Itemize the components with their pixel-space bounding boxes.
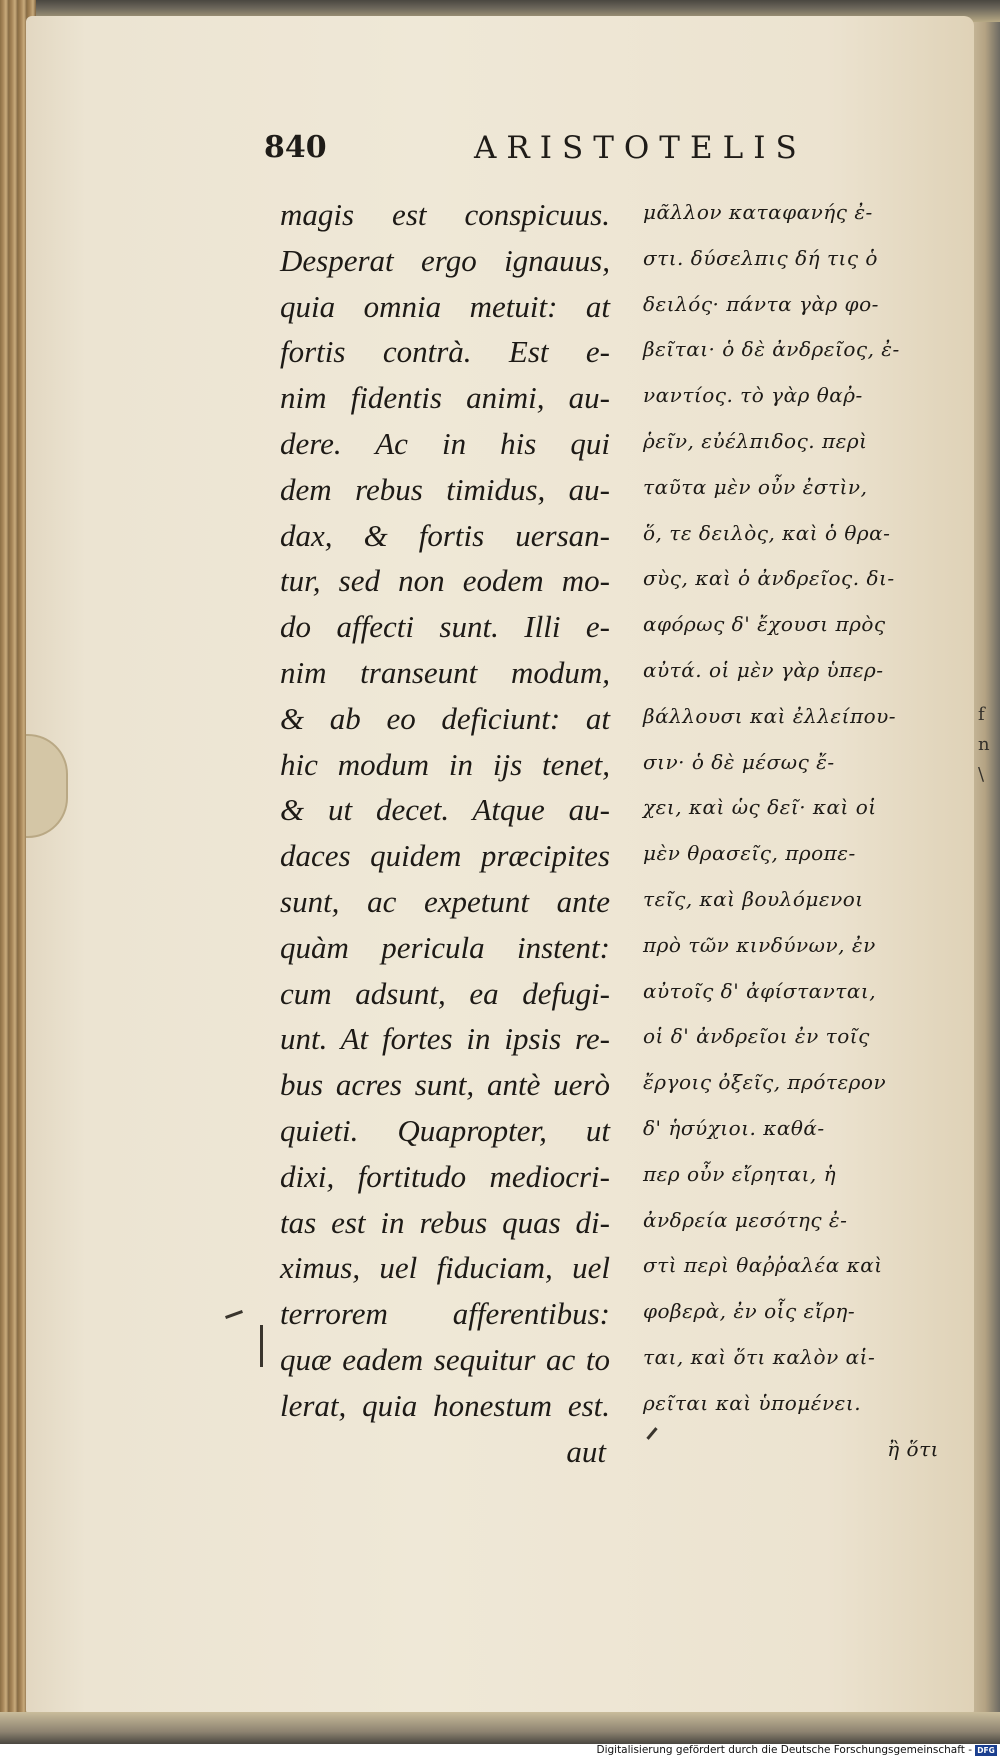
- greek-line: αφόρως δ' ἔχουσι πρὸς: [643, 612, 886, 637]
- greek-line: δειλός· πάντα γὰρ φο-: [643, 291, 879, 316]
- page-clip-tab: [26, 734, 68, 838]
- greek-line: μὲν θρασεῖς, προπε-: [643, 841, 856, 866]
- greek-line: ταῦτα μὲν οὖν ἐστὶν,: [643, 474, 868, 499]
- greek-line: αὐτά. οἱ μὲν γὰρ ὑπερ-: [643, 657, 884, 682]
- latin-line: hic modum in ijs tenet,: [280, 746, 610, 782]
- greek-line: ῥεῖν, εὐέλπιδος. περὶ: [643, 428, 868, 453]
- greek-line: οἱ δ' ἀνδρεῖοι ἐν τοῖς: [643, 1024, 870, 1049]
- latin-line: tas est in rebus quas di-: [280, 1204, 610, 1240]
- greek-line: στι. δύσελπις δή τις ὁ: [643, 245, 878, 270]
- latin-line: dixi, fortitudo mediocri-: [280, 1158, 610, 1194]
- latin-line: & ab eo deficiunt: at: [280, 700, 610, 736]
- latin-line: quæ eadem sequitur ac to: [280, 1341, 610, 1377]
- bleed-char: n: [978, 734, 990, 755]
- latin-line: fortis contrà. Est e-: [280, 334, 610, 370]
- latin-line: cum adsunt, ea defugi-: [280, 975, 610, 1011]
- latin-line: quàm pericula instent:: [280, 929, 610, 965]
- greek-line: δ' ἡσύχιοι. καθά-: [643, 1115, 825, 1140]
- greek-line: πρὸ τῶν κινδύνων, ἐν: [643, 932, 876, 957]
- greek-line: στὶ περὶ θαῤῥαλέα καὶ: [643, 1253, 883, 1278]
- funding-credit: Digitalisierung gefördert durch die Deutsche Forschungsgemeinschaft -: [596, 1744, 972, 1756]
- greek-column: [643, 190, 963, 1472]
- latin-line: nim fidentis animi, au-: [280, 380, 610, 416]
- latin-column: [280, 192, 610, 1474]
- greek-line: μᾶλλον καταφανής ἐ-: [643, 200, 873, 224]
- greek-line: βεῖται· ὁ δὲ ἀνδρεῖος, ἐ-: [643, 337, 900, 362]
- greek-line: ναντίος. τὸ γὰρ θαῤ-: [643, 383, 863, 408]
- greek-line: χει, καὶ ὡς δεῖ· καὶ οἱ: [643, 795, 877, 820]
- greek-line: ὅ, τε δειλὸς, καὶ ὁ θρα-: [643, 520, 891, 545]
- latin-line: Desperat ergo ignauus,: [280, 242, 610, 278]
- catchword-greek: ἢ ὅτι: [887, 1436, 939, 1461]
- latin-line: unt. At fortes in ipsis re-: [280, 1021, 610, 1057]
- latin-line: do affecti sunt. Illi e-: [280, 609, 610, 645]
- latin-line: tur, sed non eodem mo-: [280, 563, 610, 599]
- latin-line: bus acres sunt, antè uerò: [280, 1067, 610, 1103]
- bleed-char: f: [978, 704, 985, 725]
- facing-page-bleed: [978, 700, 1000, 880]
- greek-line: σὺς, καὶ ὁ ἀνδρεῖος. δι-: [643, 566, 895, 591]
- greek-line: σιν· ὁ δὲ μέσως ἔ-: [643, 749, 835, 774]
- latin-line: quia omnia metuit: at: [280, 288, 610, 324]
- greek-line: αὐτοῖς δ' ἀφίστανται,: [643, 978, 877, 1003]
- greek-line: φοβερὰ, ἐν οἷς εἴρη-: [643, 1299, 856, 1324]
- latin-line: dere. Ac in his qui: [280, 425, 610, 461]
- latin-line: & ut decet. Atque au-: [280, 792, 610, 828]
- latin-line: ximus, uel fiduciam, uel: [280, 1250, 610, 1286]
- greek-line: ται, καὶ ὅτι καλὸν αἱ-: [643, 1344, 876, 1369]
- greek-line: βάλλουσι καὶ ἐλλείπου-: [643, 703, 897, 728]
- latin-line: nim transeunt modum,: [280, 654, 610, 690]
- book-bottom-edge: [0, 1712, 1000, 1744]
- page-number: 840: [264, 130, 327, 165]
- latin-line: sunt, ac expetunt ante: [280, 883, 610, 919]
- latin-line: terrorem afferentibus:: [280, 1296, 610, 1332]
- dfg-logo: DFG: [975, 1745, 997, 1756]
- latin-line: magis est conspicuus.: [280, 197, 610, 232]
- bleed-char: \: [978, 764, 985, 785]
- latin-line: dax, & fortis uersan-: [280, 517, 610, 553]
- greek-line: τεῖς, καὶ βουλόμενοι: [643, 886, 864, 911]
- latin-line: daces quidem præcipites: [280, 838, 610, 874]
- latin-line: quieti. Quapropter, ut: [280, 1112, 610, 1148]
- latin-line: dem rebus timidus, au-: [280, 471, 610, 507]
- greek-line: περ οὖν εἴρηται, ἡ: [643, 1161, 837, 1186]
- greek-line: ἔργοις ὀξεῖς, πρότερον: [643, 1070, 887, 1095]
- margin-pen-mark: [260, 1325, 263, 1367]
- greek-line: ἀνδρεία μεσότης ἐ-: [643, 1207, 848, 1232]
- greek-line: ρεῖται καὶ ὑπομένει.: [643, 1390, 862, 1415]
- latin-line: lerat, quia honestum est.: [280, 1387, 610, 1423]
- running-title: ARISTOTELIS: [474, 130, 807, 166]
- catchword-latin: aut: [566, 1433, 606, 1469]
